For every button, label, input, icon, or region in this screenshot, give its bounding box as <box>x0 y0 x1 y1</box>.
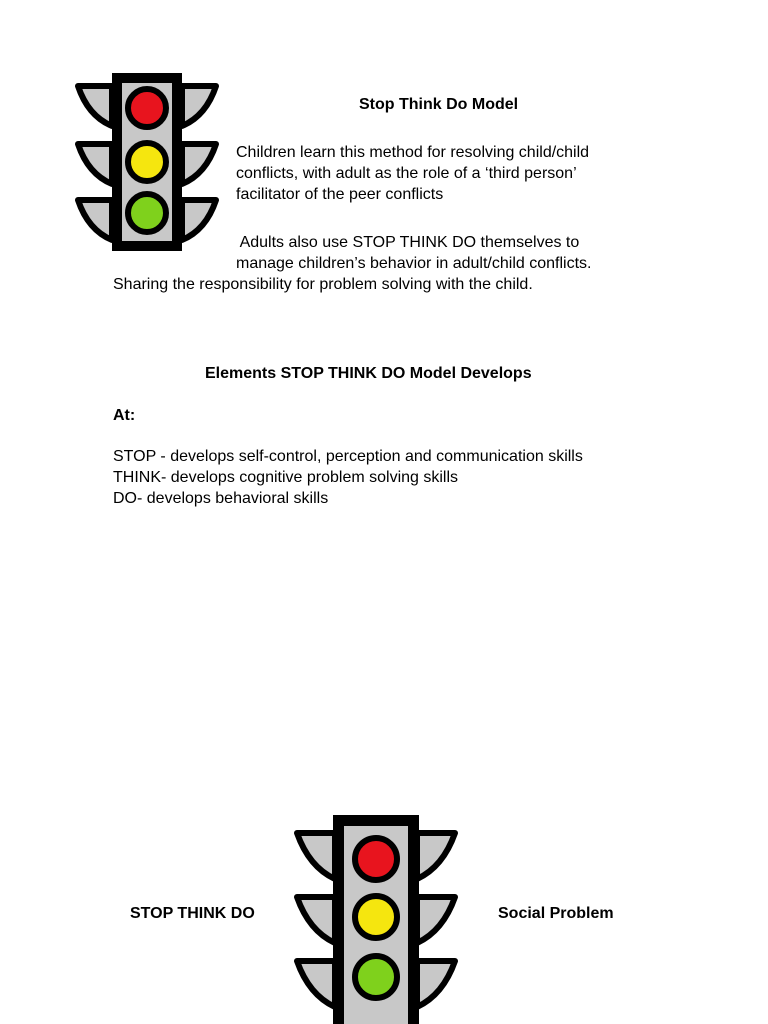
skill-item: THINK- develops cognitive problem solving skills <box>113 469 459 486</box>
green-light <box>355 956 397 998</box>
red-light <box>128 89 166 127</box>
traffic-light-icon <box>291 813 461 1024</box>
at-label: At: <box>113 407 136 424</box>
bottom-right-label: Social Problem <box>498 905 614 922</box>
skill-item: DO- develops behavioral skills <box>113 490 329 507</box>
yellow-light <box>128 143 166 181</box>
adult-line: manage children’s behavior in adult/child conflicts. <box>236 255 592 272</box>
adult-line: Sharing the responsibility for problem solving with the child. <box>113 276 533 293</box>
green-light <box>128 194 166 232</box>
skill-item: STOP - develops self-control, perception and communication skills <box>113 448 583 465</box>
elements-heading: Elements STOP THINK DO Model Develops <box>205 365 532 382</box>
intro-line: Children learn this method for resolving child/child <box>236 144 590 161</box>
traffic-light-icon <box>72 68 222 256</box>
page-title: Stop Think Do Model <box>359 96 519 113</box>
bottom-left-label: STOP THINK DO <box>130 905 255 922</box>
intro-line: facilitator of the peer conflicts <box>236 186 444 203</box>
yellow-light <box>355 896 397 938</box>
intro-line: conflicts, with adult as the role of a ‘third person’ <box>236 165 577 182</box>
adult-line: Adults also use STOP THINK DO themselves to <box>236 234 580 251</box>
red-light <box>355 838 397 880</box>
